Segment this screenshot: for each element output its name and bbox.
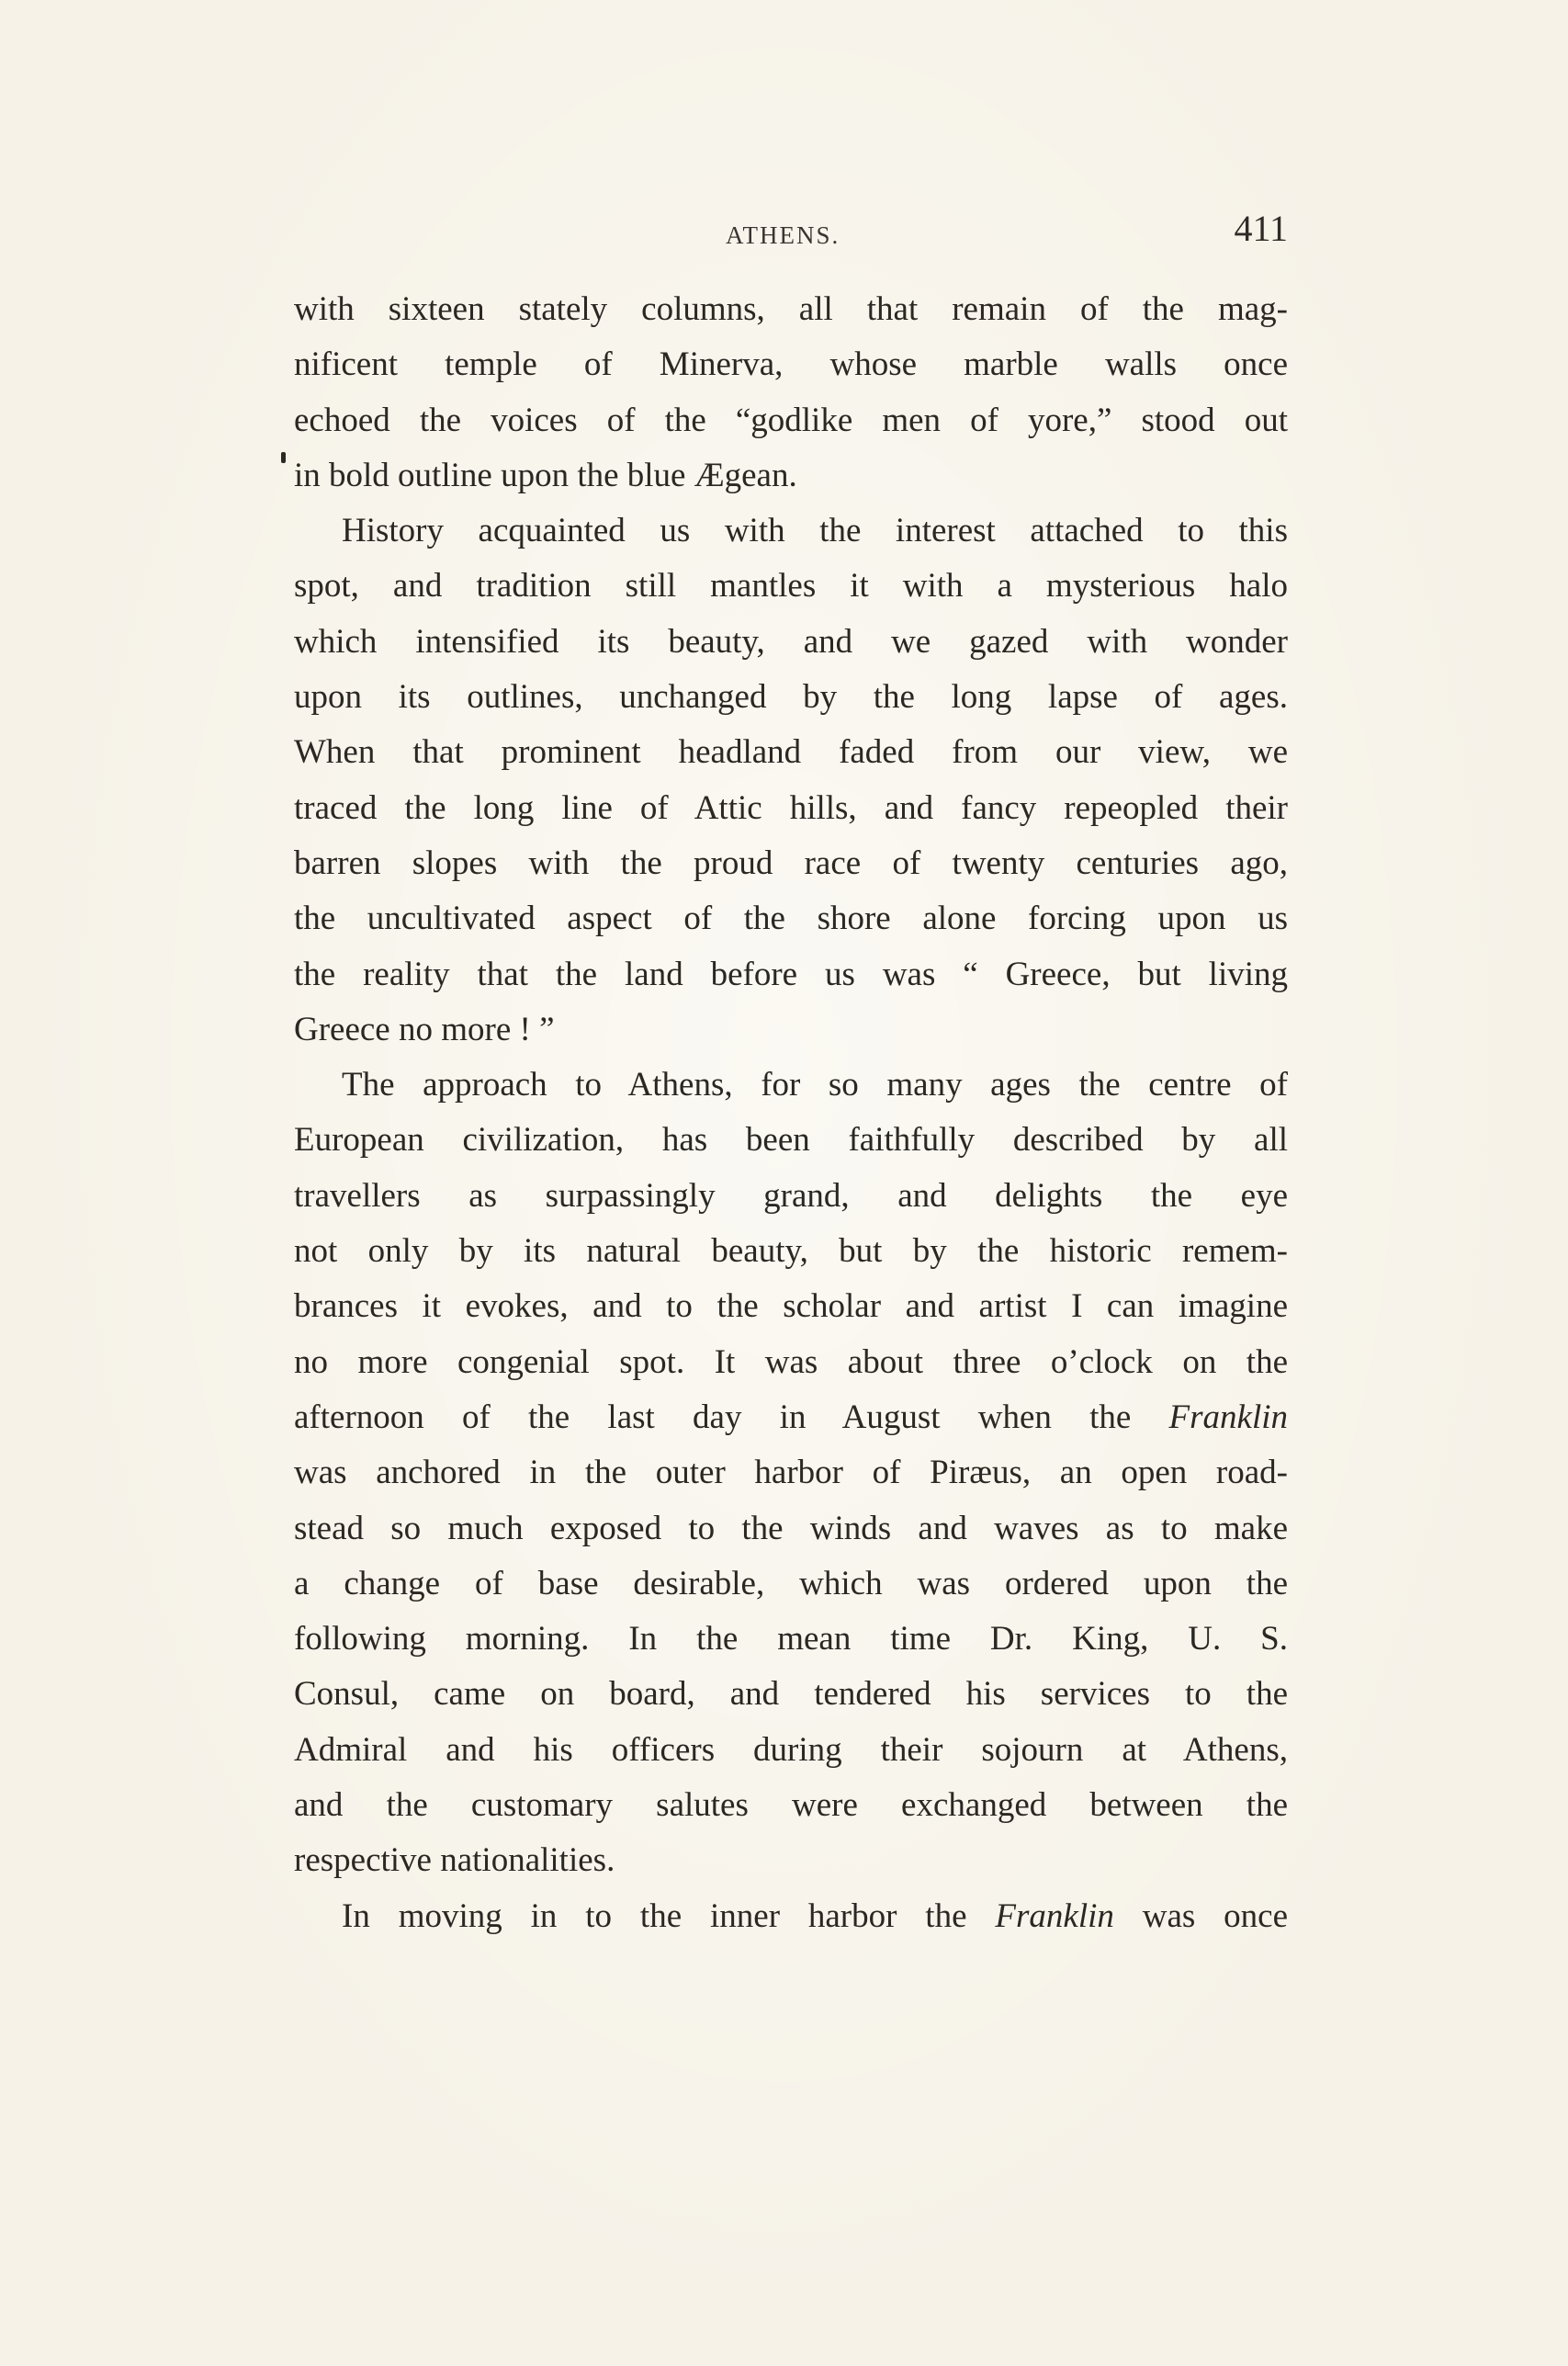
- text-line: European civilization, has been faithfully described by all: [294, 1121, 1288, 1160]
- running-head: [294, 207, 1288, 262]
- text-line: with sixteen stately columns, all that remain of the mag-: [294, 290, 1288, 328]
- text-line: stead so much exposed to the winds and waves as to make: [294, 1509, 1288, 1547]
- text-line: the reality that the land before us was “ Greece, but living: [294, 955, 1288, 993]
- text-line: in bold outline upon the blue Ægean.: [294, 456, 797, 494]
- text-line: respective nationalities.: [294, 1841, 615, 1880]
- text-line: Consul, came on board, and tendered his services to the: [294, 1675, 1288, 1714]
- text-line: a change of base desirable, which was ordered upon the: [294, 1564, 1288, 1602]
- text-line: echoed the voices of the “godlike men of yore,” stood out: [294, 401, 1288, 439]
- ship-name: Franklin: [995, 1896, 1114, 1935]
- page-number: 411: [1234, 208, 1288, 249]
- body-text: [294, 282, 1288, 1944]
- text-line: barren slopes with the proud race of twenty centuries ago,: [294, 843, 1288, 882]
- text-line: The approach to Athens, for so many ages the centre of: [342, 1066, 1288, 1104]
- text-line: [294, 1390, 1288, 1445]
- text-line: [294, 1889, 1288, 1944]
- text-line: no more congenial spot. It was about three o’clock on the: [294, 1342, 1288, 1381]
- text-segment: afternoon of the last day in August when the: [294, 1398, 1132, 1436]
- text-line: travellers as surpassingly grand, and delights the eye: [294, 1176, 1288, 1215]
- text-line: spot, and tradition still mantles it with a mysterious halo: [294, 567, 1288, 606]
- margin-mark: [281, 452, 286, 463]
- text-line: Admiral and his officers during their sojourn at Athens,: [294, 1730, 1288, 1769]
- ship-name: Franklin: [1168, 1398, 1289, 1436]
- text-line: not only by its natural beauty, but by the historic remem-: [294, 1232, 1288, 1271]
- text-line: which intensified its beauty, and we gazed with wonder: [294, 622, 1288, 661]
- text-line: following morning. In the mean time Dr. King, U. S.: [294, 1620, 1288, 1658]
- text-line: upon its outlines, unchanged by the long lapse of ages.: [294, 678, 1288, 717]
- text-line: was anchored in the outer harbor of Piræus, an open road-: [294, 1454, 1288, 1492]
- text-line: the uncultivated aspect of the shore alone forcing upon us: [294, 900, 1288, 938]
- running-head-title: ATHENS.: [726, 221, 840, 249]
- text-line: nificent temple of Minerva, whose marble walls once: [294, 345, 1288, 384]
- text-segment: was once: [1142, 1896, 1289, 1935]
- text-line: traced the long line of Attic hills, and fancy repeopled their: [294, 788, 1288, 827]
- text-line: and the customary salutes were exchanged between the: [294, 1786, 1288, 1825]
- text-line: When that prominent headland faded from our view, we: [294, 733, 1288, 772]
- text-line: History acquainted us with the interest attached to this: [342, 512, 1288, 550]
- text-line: Greece no more ! ”: [294, 1010, 555, 1048]
- text-segment: In moving in to the inner harbor the: [342, 1896, 967, 1935]
- text-line: brances it evokes, and to the scholar and artist I can imagine: [294, 1287, 1288, 1326]
